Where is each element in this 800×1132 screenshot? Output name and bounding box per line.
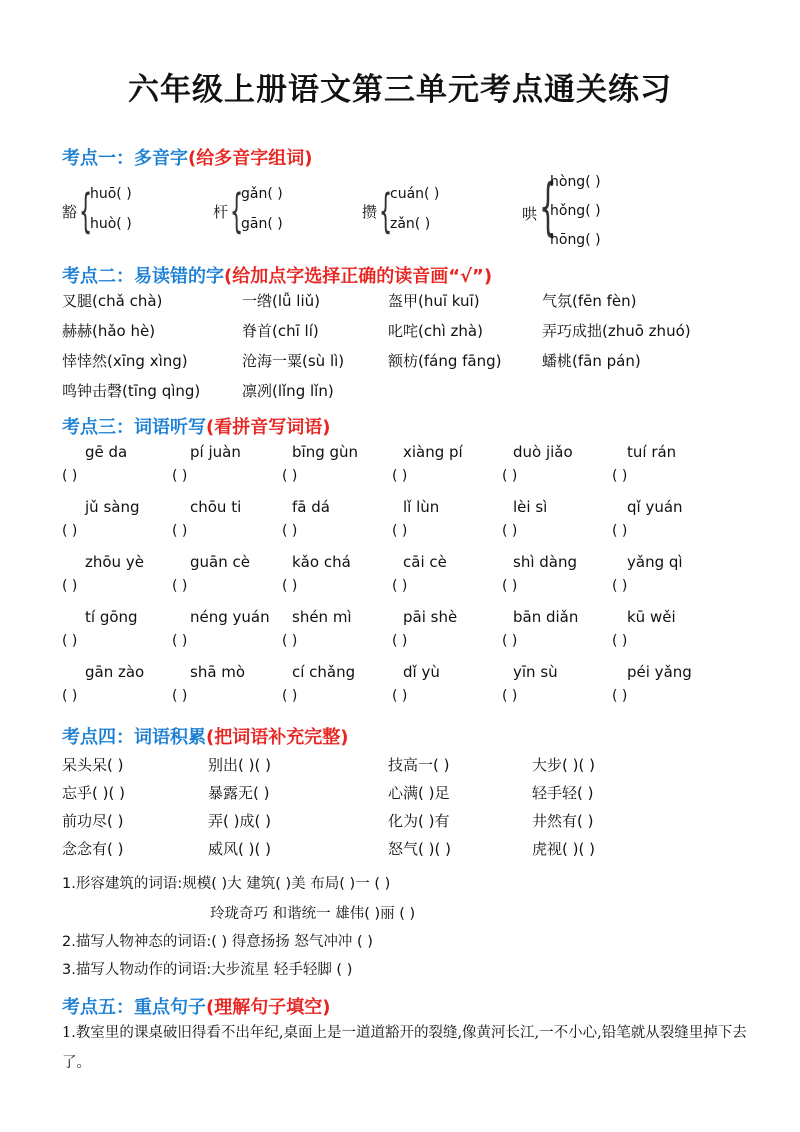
idiom-item: 虎视( )( ) [532,840,595,858]
pinyin-prompt: shén mì [292,608,352,626]
key-sentence: 1.教室里的课桌破旧得看不出年纪,桌面上是一道道豁开的裂缝,像黄河长江,一不小心,铅笔就从裂缝里掉下去了。 [62,1025,747,1071]
pinyin-prompt: cí chǎng [292,663,356,681]
section-4-title: 考点四：词语积累 [62,727,206,748]
idiom-item: 心满( )足 [388,784,450,802]
section-5-title: 考点五：重点句子 [62,997,206,1018]
idiom-item: 大步( )( ) [532,756,595,774]
pronunciation-item: 额枋(fáng fāng) [388,352,502,370]
answer-blank: ( ) [392,523,408,539]
polyphonic-option: gān( ) [241,216,283,232]
idiom-item: 怒气( )( ) [388,840,451,858]
polyphonic-char: 哄 [522,205,538,223]
pinyin-prompt: lèi sì [513,498,548,516]
answer-blank: ( ) [282,468,298,484]
section-4-heading [62,723,348,749]
answer-blank: ( ) [612,688,628,704]
idiom-item: 前功尽( ) [62,812,124,830]
idiom-item: 威风( )( ) [208,840,271,858]
pinyin-prompt: gān zào [85,663,145,681]
answer-blank: ( ) [612,633,628,649]
polyphonic-option: zǎn( ) [390,216,431,232]
answer-blank: ( ) [62,468,78,484]
pinyin-prompt: guān cè [190,553,250,571]
pinyin-prompt: yīn sù [513,663,558,681]
polyphonic-option: huō( ) [90,186,132,202]
answer-blank: ( ) [612,468,628,484]
word-category-line: 3.描写人物动作的词语:大步流星 轻手轻脚 ( ) [62,962,353,978]
answer-blank: ( ) [62,578,78,594]
idiom-item: 呆头呆( ) [62,756,124,774]
pronunciation-item: 沧海一粟(sù lì) [242,352,345,370]
pinyin-prompt: chōu ti [190,498,242,516]
pronunciation-item: 叉腿(chǎ chà) [62,292,163,310]
section-3-heading [62,413,330,439]
answer-blank: ( ) [392,578,408,594]
pinyin-prompt: gē da [85,443,128,461]
pinyin-prompt: lǐ lùn [403,498,440,516]
idiom-item: 念念有( ) [62,840,124,858]
answer-blank: ( ) [502,523,518,539]
answer-blank: ( ) [392,633,408,649]
answer-blank: ( ) [172,468,188,484]
idiom-item: 忘乎( )( ) [62,784,125,802]
answer-blank: ( ) [282,578,298,594]
idiom-item: 别出( )( ) [208,756,271,774]
polyphonic-option: gǎn( ) [241,186,283,202]
pinyin-prompt: shā mò [190,663,246,681]
pronunciation-item: 弄巧成拙(zhuō zhuó) [542,322,691,340]
pronunciation-item: 脊首(chī lí) [242,322,319,340]
pronunciation-item: 蟠桃(fān pán) [542,352,641,370]
polyphonic-option: hòng( ) [550,174,601,190]
idiom-item: 井然有( ) [532,812,594,830]
answer-blank: ( ) [392,468,408,484]
pinyin-prompt: yǎng qì [627,553,683,571]
section-2-heading [62,262,492,288]
section-1-heading [62,144,312,170]
polyphonic-char: 豁 [62,203,78,221]
brace-icon: { [230,184,244,238]
section-2-note: (给加点字选择正确的读音画“√”) [224,266,493,287]
pinyin-prompt: dǐ yù [403,663,440,681]
section-5-heading [62,993,330,1019]
section-2-title: 考点二：易读错的字 [62,266,224,287]
pinyin-prompt: cāi cè [403,553,447,571]
pinyin-prompt: néng yuán [190,608,270,626]
pinyin-prompt: xiàng pí [403,443,463,461]
pronunciation-item: 叱咤(chì zhà) [388,322,483,340]
pronunciation-item: 赫赫(hǎo hè) [62,322,156,340]
answer-blank: ( ) [172,523,188,539]
idiom-item: 暴露无( ) [208,784,270,802]
pinyin-prompt: bān diǎn [513,608,579,626]
word-category-line: 2.描写人物神态的词语:( ) 得意扬扬 怒气冲冲 ( ) [62,934,373,950]
pinyin-prompt: shì dàng [513,553,577,571]
section-3-note: (看拼音写词语) [206,417,331,438]
polyphonic-char: 杆 [213,203,229,221]
brace-icon: { [379,184,393,238]
polyphonic-option: hōng( ) [550,232,601,248]
answer-blank: ( ) [62,688,78,704]
answer-blank: ( ) [172,688,188,704]
pinyin-prompt: bīng gùn [292,443,359,461]
pinyin-prompt: pí juàn [190,443,241,461]
pronunciation-item: 气氛(fēn fèn) [542,292,637,310]
pinyin-prompt: kǎo chá [292,553,351,571]
answer-blank: ( ) [502,468,518,484]
pinyin-prompt: fā dá [292,498,330,516]
polyphonic-option: hǒng( ) [550,203,601,219]
pinyin-prompt: tuí rán [627,443,677,461]
idiom-item: 轻手轻( ) [532,784,594,802]
section-1-note: (给多音字组词) [188,148,313,169]
answer-blank: ( ) [502,633,518,649]
idiom-item: 化为( )有 [388,812,450,830]
pinyin-prompt: jǔ sàng [85,498,140,516]
pronunciation-item: 鸣钟击磬(tīng qìng) [62,382,201,400]
pinyin-prompt: pāi shè [403,608,458,626]
polyphonic-option: huò( ) [90,216,132,232]
word-category-line: 1.形容建筑的词语:规模( )大 建筑( )美 布局( )一 ( ) [62,876,391,892]
answer-blank: ( ) [502,688,518,704]
section-3-title: 考点三：词语听写 [62,417,206,438]
answer-blank: ( ) [502,578,518,594]
pinyin-prompt: duò jiǎo [513,443,573,461]
pinyin-prompt: qǐ yuán [627,498,683,516]
brace-icon: { [79,184,93,238]
polyphonic-char: 攒 [362,203,378,221]
answer-blank: ( ) [282,688,298,704]
brace-icon: { [539,170,557,243]
pronunciation-item: 悻悻然(xīng xìng) [62,352,188,370]
pinyin-prompt: tí gōng [85,608,138,626]
pinyin-prompt: kū wěi [627,608,676,626]
pronunciation-item: 一绺(lǚ liǔ) [242,292,320,310]
answer-blank: ( ) [612,523,628,539]
pronunciation-item: 凛冽(lǐng lǐn) [242,382,334,400]
answer-blank: ( ) [62,633,78,649]
answer-blank: ( ) [392,688,408,704]
section-1-title: 考点一：多音字 [62,148,188,169]
idiom-item: 弄( )成( ) [208,812,271,830]
answer-blank: ( ) [282,633,298,649]
answer-blank: ( ) [282,523,298,539]
section-4-note: (把词语补充完整) [206,727,349,748]
answer-blank: ( ) [172,633,188,649]
idiom-item: 技高一( ) [388,756,450,774]
answer-blank: ( ) [172,578,188,594]
word-category-line: 玲珑奇巧 和谐统一 雄伟( )丽 ( ) [210,906,416,922]
pinyin-prompt: péi yǎng [627,663,692,681]
answer-blank: ( ) [612,578,628,594]
pinyin-prompt: zhōu yè [85,553,144,571]
polyphonic-option: cuán( ) [390,186,440,202]
page-title: 六年级上册语文第三单元考点通关练习 [128,72,672,108]
answer-blank: ( ) [62,523,78,539]
pronunciation-item: 盔甲(huī kuī) [388,292,480,310]
section-5-note: (理解句子填空) [206,997,331,1018]
